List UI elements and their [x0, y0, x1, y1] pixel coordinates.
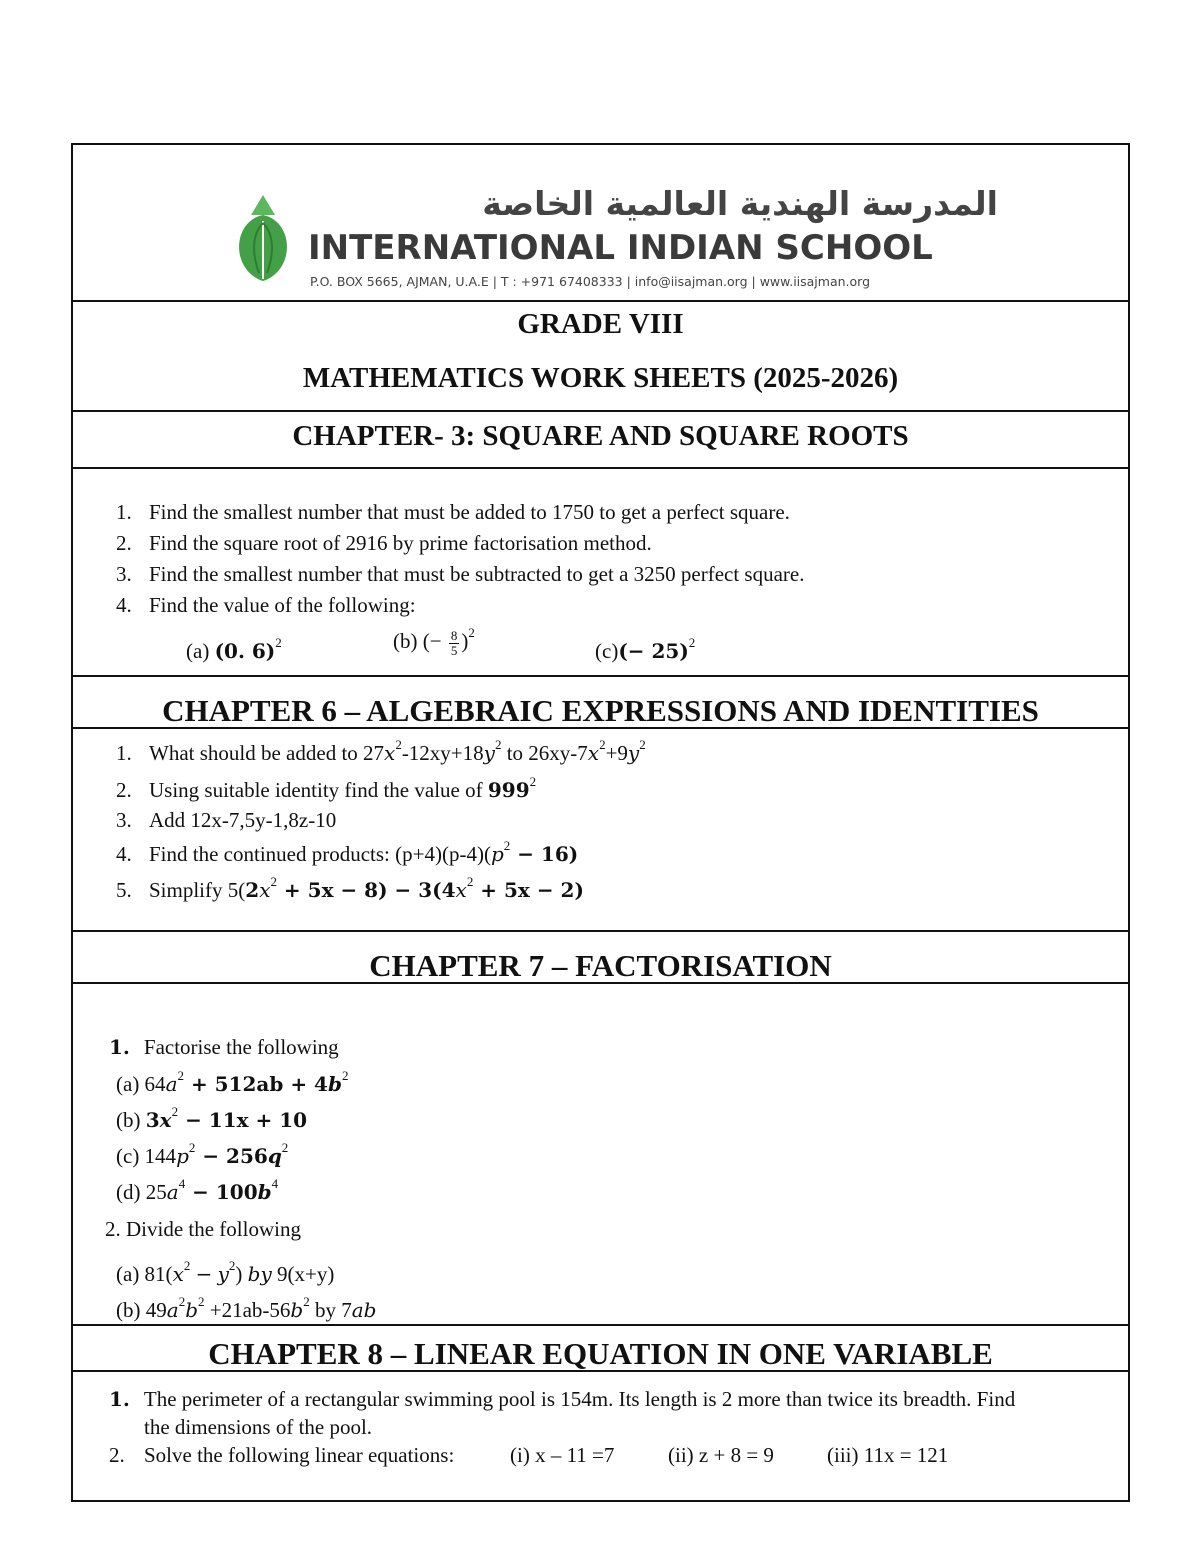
worksheet-frame	[71, 143, 1130, 1502]
ch8-equation-3: (iii) 11x = 121	[827, 1443, 949, 1467]
ch3-part-a: (a) (0. 6)$^2$	[186, 635, 282, 663]
ch7-question-1: 1. Factorise the following	[109, 1035, 339, 1059]
ch7-part-b: (b) $3x^2 - 11x + 10$	[116, 1104, 308, 1132]
title-row	[73, 302, 1128, 412]
ch3-question-2: 2. Find the square root of 2916 by prime factorisation method.	[116, 531, 652, 555]
ch7-part-c: (c) $144p^2 - 256q^2$	[116, 1140, 289, 1168]
chapter3-questions	[73, 469, 1128, 677]
ch7-question-2: 2. Divide the following	[105, 1217, 301, 1241]
school-contact: P.O. BOX 5665, AJMAN, U.A.E | T : +971 67408333 | info@iisajman.org | www.iisajman.org	[310, 274, 871, 289]
ch7-part-a: (a) $64a^2 + 512ab + 4b^2$	[116, 1068, 349, 1096]
ch3-part-b: (b) (− $\frac{8}{5}$ )$^2$	[393, 625, 475, 658]
chapter8-heading-row	[73, 1326, 1128, 1372]
chapter8-questions	[73, 1372, 1128, 1500]
ch7-part-d: (d) $25a^4 - 100b^4$	[116, 1176, 279, 1204]
chapter6-title: CHAPTER 6 – ALGEBRAIC EXPRESSIONS AND IDENTITIES	[162, 693, 1039, 728]
school-logo	[218, 178, 998, 298]
ch6-question-4: 4. Find the continued products: $(p+4)(p-4)(p^2 - 16)$	[116, 838, 579, 866]
chapter6-questions	[73, 729, 1128, 932]
ch6-question-3: 3. Add 12x-7,5y-1,8z-10	[116, 808, 337, 832]
leaf-pencil-icon	[233, 193, 293, 283]
chapter7-heading-row	[73, 932, 1128, 984]
ch6-question-2: 2. Using suitable identity find the value of $999^2$	[116, 774, 537, 802]
grade-heading: GRADE VIII	[517, 308, 684, 340]
chapter7-questions	[73, 984, 1128, 1326]
logo-row	[73, 145, 1128, 302]
chapter8-title: CHAPTER 8 – LINEAR EQUATION IN ONE VARIABLE	[208, 1336, 993, 1371]
school-name: INTERNATIONAL INDIAN SCHOOL	[308, 228, 933, 268]
ch8-question-2: 2. Solve the following linear equations:	[109, 1443, 455, 1467]
ch8-equation-2: (ii) z + 8 = 9	[668, 1443, 774, 1467]
school-name-arabic: المدرسة الهندية العالمية الخاصة	[482, 184, 998, 223]
ch8-question-1-cont: the dimensions of the pool.	[144, 1415, 373, 1439]
ch7-divide-a: (a) $81(x^2 - y^2)$ by 9(x+y)	[116, 1258, 335, 1286]
chapter7-title: CHAPTER 7 – FACTORISATION	[369, 948, 832, 983]
ch3-question-1: 1. Find the smallest number that must be added to 1750 to get a perfect square.	[116, 500, 790, 524]
ch3-part-c: $(c)(- 25)^2$	[595, 635, 696, 663]
ch6-question-1: 1. What should be added to $27x^2-12xy+18y^2$ to $26xy-7x^2+9y^2$	[116, 737, 646, 765]
chapter3-heading-row	[73, 412, 1128, 469]
ch6-question-5: 5. Simplify $5(2x^2 + 5x - 8) - 3(4x^2 + 5x - 2)$	[116, 874, 584, 902]
chapter6-heading-row	[73, 677, 1128, 729]
ch8-question-1: 1. The perimeter of a rectangular swimming pool is 154m. Its length is 2 more than twice its breadth. Find	[109, 1387, 1016, 1411]
ch3-question-4: 4. Find the value of the following:	[116, 593, 416, 617]
worksheet-title: MATHEMATICS WORK SHEETS (2025-2026)	[302, 362, 899, 394]
chapter3-title: CHAPTER- 3: SQUARE AND SQUARE ROOTS	[292, 420, 909, 452]
ch3-question-3: 3. Find the smallest number that must be subtracted to get a 3250 perfect square.	[116, 562, 805, 586]
ch7-divide-b: (b) $49a^2b^2 +21ab-56b^2$ by 7ab	[116, 1294, 377, 1322]
ch8-equation-1: (i) x – 11 =7	[510, 1443, 615, 1467]
